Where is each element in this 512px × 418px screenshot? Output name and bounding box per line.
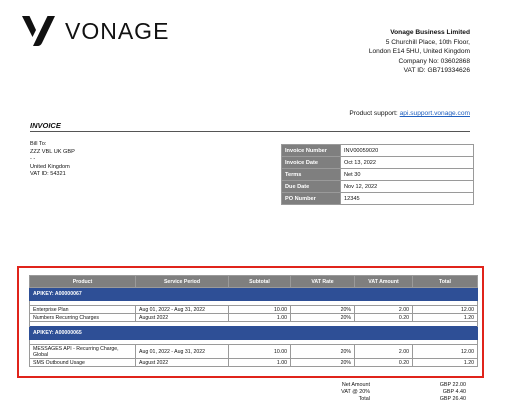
- totals-label: Net Amount: [341, 382, 370, 388]
- info-value: Nov 12, 2022: [341, 181, 474, 193]
- subtotal-cell: 1.00: [229, 359, 291, 367]
- bill-to-label: Bill To:: [30, 141, 47, 147]
- period-cell: August 2022: [136, 359, 229, 367]
- subtotal-cell: 10.00: [229, 345, 291, 359]
- info-key: Terms: [282, 169, 341, 181]
- info-value: 12345: [341, 193, 474, 205]
- period-cell: Aug 01, 2022 - Aug 31, 2022: [136, 345, 229, 359]
- column-header: Total: [413, 276, 478, 288]
- product-support: [349, 110, 470, 117]
- column-header: VAT Rate: [291, 276, 355, 288]
- info-key: Invoice Number: [282, 145, 341, 157]
- apikey-row: [30, 288, 478, 301]
- vat-rate-cell: 20%: [291, 306, 355, 314]
- vat-amount-cell: 0.20: [355, 314, 413, 322]
- column-header: Service Period: [136, 276, 229, 288]
- brand-name: VONAGE: [65, 18, 170, 44]
- info-row: [282, 169, 474, 181]
- totals-value: GBP 22.00: [439, 382, 466, 388]
- info-value: Net 30: [341, 169, 474, 181]
- product-cell: MESSAGES API - Recurring Charge, Global: [30, 345, 136, 359]
- total-cell: 12.00: [413, 306, 478, 314]
- bill-to-block: [30, 141, 75, 179]
- apikey-label: APIKEY: A00000065: [30, 327, 478, 340]
- line-items-table: [29, 275, 478, 367]
- table-row: [30, 314, 478, 322]
- info-value: Oct 13, 2022: [341, 157, 474, 169]
- table-row: [30, 359, 478, 367]
- period-cell: August 2022: [136, 314, 229, 322]
- column-header: VAT Amount: [355, 276, 413, 288]
- company-vat-id: VAT ID: GB719334626: [403, 67, 470, 75]
- totals-block: [334, 382, 466, 402]
- title-divider: [30, 131, 470, 132]
- info-row: [282, 145, 474, 157]
- product-cell: SMS Outbound Usage: [30, 359, 136, 367]
- company-address: [369, 28, 470, 76]
- info-key: Due Date: [282, 181, 341, 193]
- info-value: INV00059020: [341, 145, 474, 157]
- totals-row: [334, 382, 466, 389]
- support-link[interactable]: api.support.vonage.com: [399, 110, 470, 117]
- company-name: Vonage Business Limited: [390, 29, 470, 36]
- table-row: [30, 306, 478, 314]
- company-address-line2: London E14 5HU, United Kingdom: [368, 48, 470, 56]
- column-header: Product: [30, 276, 136, 288]
- info-row: [282, 193, 474, 205]
- vat-rate-cell: 20%: [291, 359, 355, 367]
- vat-rate-cell: 20%: [291, 314, 355, 322]
- vonage-v-logo-icon: [22, 16, 55, 46]
- product-cell: Numbers Recurring Charges: [30, 314, 136, 322]
- bill-to-name: ZZZ VBL UK GBP: [30, 148, 75, 155]
- total-cell: 12.00: [413, 345, 478, 359]
- column-header: Subtotal: [229, 276, 291, 288]
- company-address-line1: 5 Churchill Place, 10th Floor,: [385, 38, 470, 46]
- info-row: [282, 157, 474, 169]
- vat-amount-cell: 2.00: [355, 345, 413, 359]
- table-header-row: [30, 276, 478, 288]
- totals-label: Total: [358, 395, 370, 402]
- vat-rate-cell: 20%: [291, 345, 355, 359]
- total-cell: 1.20: [413, 314, 478, 322]
- vonage-logo: [22, 16, 169, 46]
- product-cell: Enterprise Plan: [30, 306, 136, 314]
- bill-to-vat: VAT ID: 54321: [30, 171, 66, 178]
- vat-amount-cell: 0.20: [355, 359, 413, 367]
- subtotal-cell: 1.00: [229, 314, 291, 322]
- totals-value: GBP 4.40: [442, 388, 466, 395]
- info-key: PO Number: [282, 193, 341, 205]
- company-number: Company No: 03602868: [398, 57, 470, 65]
- vat-amount-cell: 2.00: [355, 306, 413, 314]
- totals-row: [334, 389, 466, 396]
- totals-label: VAT @ 20%: [341, 388, 370, 395]
- totals-row: [334, 396, 466, 403]
- totals-value: GBP 26.40: [439, 395, 466, 402]
- period-cell: Aug 01, 2022 - Aug 31, 2022: [136, 306, 229, 314]
- table-row: [30, 345, 478, 359]
- bill-to-line2: - -: [30, 156, 36, 163]
- bill-to-country: United Kingdom: [30, 163, 70, 170]
- total-cell: 1.20: [413, 359, 478, 367]
- subtotal-cell: 10.00: [229, 306, 291, 314]
- invoice-title: INVOICE: [30, 121, 61, 130]
- invoice-info-table: [281, 144, 474, 205]
- info-key: Invoice Date: [282, 157, 341, 169]
- apikey-row: [30, 327, 478, 340]
- support-label: Product support:: [349, 110, 398, 117]
- apikey-label: APIKEY: A00000067: [30, 288, 478, 301]
- info-row: [282, 181, 474, 193]
